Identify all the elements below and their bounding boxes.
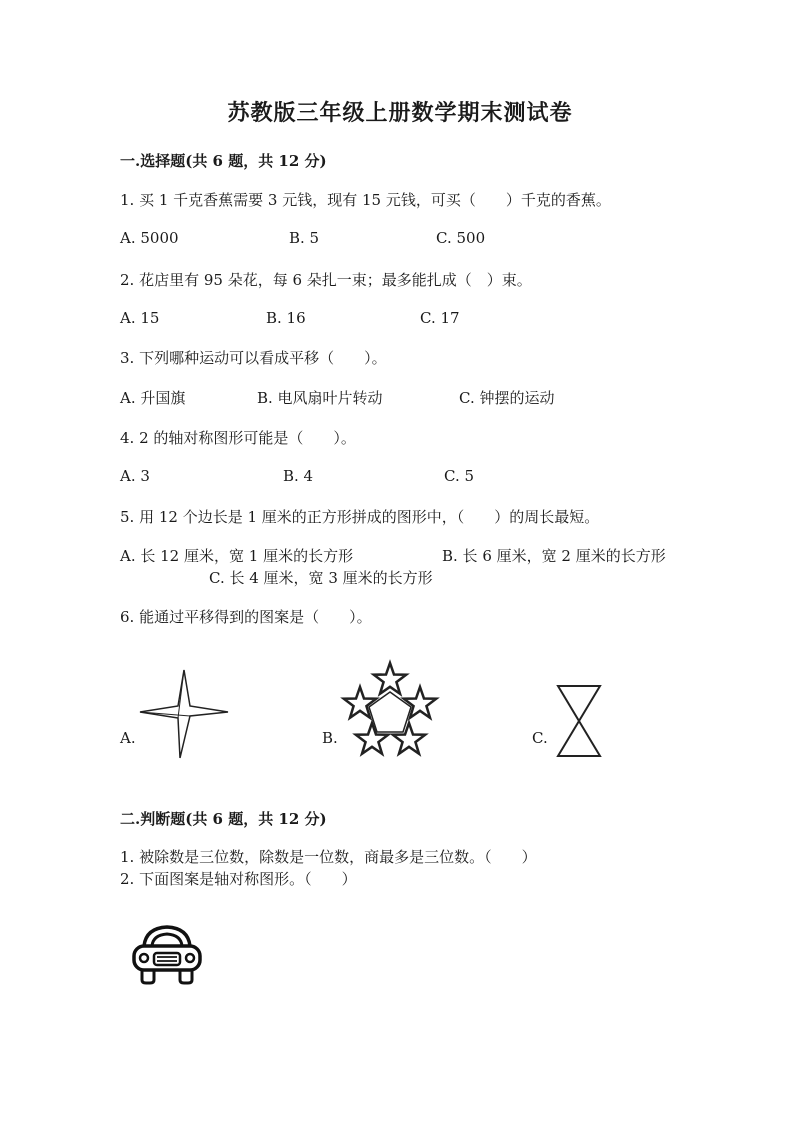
car-front-icon [130,922,204,986]
four-point-star-icon [138,668,230,760]
option-5c: C. 长 4 厘米，宽 3 厘米的长方形 [209,569,433,587]
option-4a: A. 3 [120,467,150,485]
option-6b-label: B. [322,729,338,747]
option-5a: A. 长 12 厘米，宽 1 厘米的长方形 [120,547,354,565]
section-heading-judgement: 二.判断题(共 6 题，共 12 分) [120,810,327,828]
option-3c: C. 钟摆的运动 [459,389,555,407]
option-2a: A. 15 [120,309,160,327]
section-heading-choice: 一.选择题(共 6 题，共 12 分) [120,152,327,170]
question-1: 1. 买 1 千克香蕉需要 3 元钱，现有 15 元钱，可买（ ）千克的香蕉。 [120,191,611,209]
option-2c: C. 17 [420,309,460,327]
option-4b: B. 4 [283,467,314,485]
question-3: 3. 下列哪种运动可以看成平移（ ）。 [120,349,387,367]
option-3a: A. 升国旗 [120,389,186,407]
page-title: 苏教版三年级上册数学期末测试卷 [227,100,573,126]
judgement-question-1: 1. 被除数是三位数，除数是一位数，商最多是三位数。（ ） [120,848,537,866]
question-6: 6. 能通过平移得到的图案是（ ）。 [120,608,372,626]
option-1b: B. 5 [289,229,320,247]
judgement-question-2: 2. 下面图案是轴对称图形。（ ） [120,870,357,888]
option-2b: B. 16 [266,309,306,327]
option-1c: C. 500 [436,229,486,247]
question-4: 4. 2 的轴对称图形可能是（ ）。 [120,429,356,447]
question-2: 2. 花店里有 95 朵花，每 6 朵扎一束；最多能扎成（ ）束。 [120,271,532,289]
option-4c: C. 5 [444,467,475,485]
option-3b: B. 电风扇叶片转动 [257,389,383,407]
option-6c-label: C. [532,729,548,747]
hourglass-icon [556,684,602,758]
five-stars-around-pentagon-icon [340,662,440,762]
question-5: 5. 用 12 个边长是 1 厘米的正方形拼成的图形中，（ ）的周长最短。 [120,508,600,526]
option-5b: B. 长 6 厘米，宽 2 厘米的长方形 [442,547,666,565]
option-6a-label: A. [120,729,136,747]
option-1a: A. 5000 [120,229,179,247]
